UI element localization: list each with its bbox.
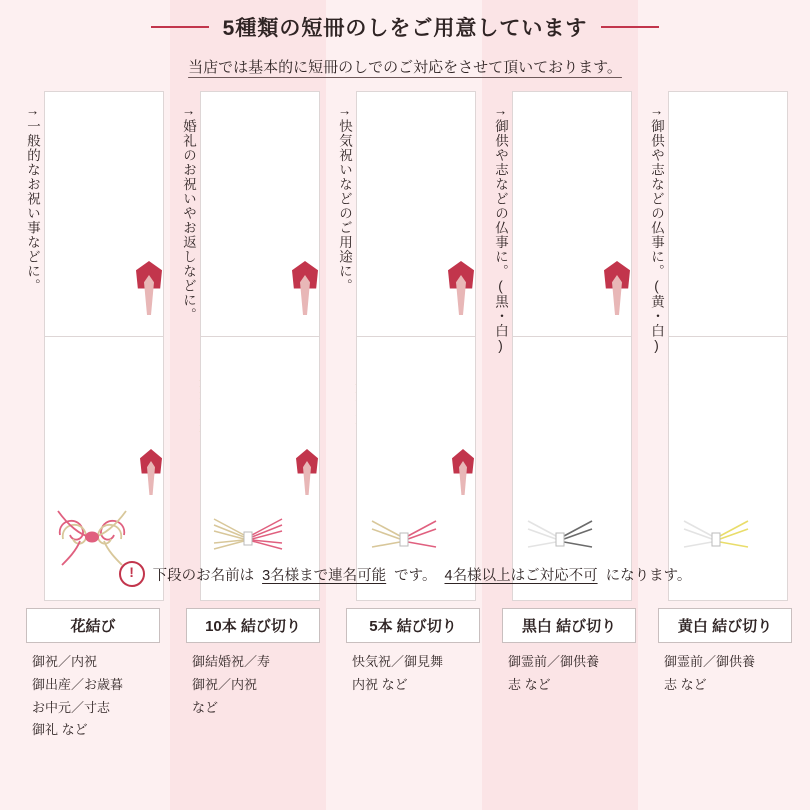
label-use-line: 内祝 など	[352, 676, 408, 692]
column-caption: →御供や志などの仏事に。(黒・白)	[493, 103, 508, 354]
noshi-column-5hon-musubikiri	[330, 91, 478, 601]
noshi-awabi-icon-small	[296, 449, 318, 507]
label-uses	[346, 643, 480, 697]
footer-text-highlight: 3名様まで連名可能	[262, 567, 387, 584]
noshi-awabi-icon	[604, 261, 630, 327]
noshi-awabi-icon	[136, 261, 162, 327]
label-card-10pon-musubikiri	[186, 608, 320, 719]
label-title: 花結び	[26, 608, 160, 643]
title-row	[0, 12, 810, 42]
label-use-line: 志 など	[664, 676, 707, 692]
column-caption: →一般的なお祝い事などに。	[25, 103, 40, 293]
label-use-line: お中元／寸志	[32, 699, 111, 715]
footer-text-2: です。	[394, 567, 437, 584]
noshi-column-kishiro-musubikiri	[642, 91, 790, 601]
page-subtitle: 当店では基本的に短冊のしでのご対応をさせて頂いております。	[188, 59, 622, 76]
label-use-line: 御出産／お歳暮	[32, 676, 124, 692]
noshi-illustration-area	[0, 91, 810, 601]
label-card-kishiro-musubikiri	[658, 608, 792, 697]
noshi-awabi-icon	[292, 261, 318, 327]
noshi-awabi-icon	[448, 261, 474, 327]
noshi-column-kuroshiro-musubikiri	[486, 91, 634, 601]
label-use-line: 御霊前／御供養	[664, 654, 756, 669]
noshi-awabi-icon-small	[140, 449, 162, 507]
label-use-line: 御礼 など	[32, 722, 88, 738]
column-caption: →婚礼のお祝いやお返しなどに。	[181, 103, 196, 322]
noshi-column-10pon-musubikiri	[174, 91, 322, 601]
title-rule-right	[601, 26, 659, 28]
label-title: 黄白 結び切り	[658, 608, 792, 643]
page-title: 5種類の短冊のしをご用意しています	[222, 17, 588, 40]
exclamation-icon: !	[119, 561, 145, 587]
label-use-line: 御霊前／御供養	[508, 654, 600, 669]
label-title: 5本 結び切り	[346, 608, 480, 643]
label-card-hana-musubi	[26, 608, 160, 742]
label-card-row	[0, 608, 810, 748]
label-use-line: 快気祝／御見舞	[352, 654, 444, 669]
noshi-column-hana-musubi	[18, 91, 166, 601]
label-use-line: 御祝／内祝	[192, 676, 258, 692]
noshi-awabi-icon-small	[452, 449, 474, 507]
column-caption: →御供や志などの仏事に。(黄・白)	[649, 103, 664, 354]
footer-text-4: になります。	[605, 567, 692, 584]
footer-note	[0, 561, 810, 587]
label-uses	[502, 643, 636, 697]
label-uses	[186, 643, 320, 719]
title-rule-left	[151, 26, 209, 28]
label-card-kuroshiro-musubikiri	[502, 608, 636, 697]
label-use-line: 志 など	[508, 676, 551, 692]
footer-text-1: 下段のお名前は	[152, 567, 255, 584]
label-title: 10本 結び切り	[186, 608, 320, 643]
label-uses	[658, 643, 792, 697]
label-card-5hon-musubikiri	[346, 608, 480, 697]
label-uses	[26, 643, 160, 742]
label-use-line: 御祝／内祝	[32, 654, 98, 669]
footer-text-3: 4名様以上はご対応不可	[444, 567, 598, 584]
page-header	[0, 0, 810, 77]
column-caption: →快気祝いなどのご用途に。	[337, 103, 352, 293]
label-title: 黒白 結び切り	[502, 608, 636, 643]
label-use-line: など	[192, 699, 219, 715]
label-use-line: 御結婚祝／寿	[192, 654, 271, 669]
